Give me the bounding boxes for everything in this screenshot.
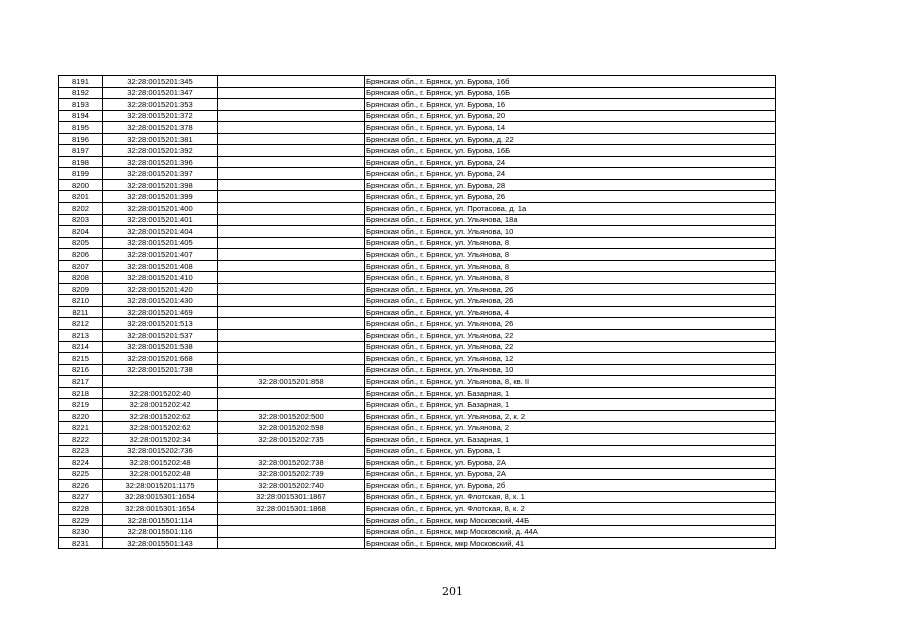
row-number-cell: 8216	[59, 364, 103, 376]
registry-table	[58, 75, 776, 549]
row-number-cell: 8201	[59, 191, 103, 203]
address-cell: Брянская обл., г. Брянск, ул. Ульянова, 22	[365, 330, 776, 342]
cadastral-number-cell: 32:28:0015201:400	[103, 203, 218, 215]
cadastral-number-cell: 32:28:0015201:408	[103, 260, 218, 272]
row-number-cell: 8194	[59, 110, 103, 122]
cadastral-number-cell: 32:28:0015202:48	[103, 457, 218, 469]
row-number-cell: 8206	[59, 249, 103, 261]
cadastral-number-cell: 32:28:0015201:410	[103, 272, 218, 284]
registry-table-body	[59, 76, 776, 549]
linked-cadastral-number-cell: 32:28:0015301:1868	[218, 503, 365, 515]
row-number-cell: 8192	[59, 87, 103, 99]
row-number-cell: 8210	[59, 295, 103, 307]
cadastral-number-cell: 32:28:0015202:42	[103, 399, 218, 411]
table-row	[59, 295, 776, 307]
linked-cadastral-number-cell	[218, 318, 365, 330]
cadastral-number-cell: 32:28:0015202:736	[103, 445, 218, 457]
address-cell: Брянская обл., г. Брянск, ул. Бурова, 16б	[365, 76, 776, 88]
linked-cadastral-number-cell: 32:28:0015202:738	[218, 457, 365, 469]
row-number-cell: 8212	[59, 318, 103, 330]
table-row	[59, 376, 776, 388]
address-cell: Брянская обл., г. Брянск, ул. Бурова, 16	[365, 99, 776, 111]
table-row	[59, 387, 776, 399]
address-cell: Брянская обл., г. Брянск, ул. Ульянова, 26	[365, 283, 776, 295]
address-cell: Брянская обл., г. Брянск, мкр Московский, 44Б	[365, 514, 776, 526]
address-cell: Брянская обл., г. Брянск, ул. Бурова, 26	[365, 191, 776, 203]
table-row	[59, 214, 776, 226]
row-number-cell: 8225	[59, 468, 103, 480]
cadastral-number-cell: 32:28:0015202:62	[103, 422, 218, 434]
linked-cadastral-number-cell	[218, 445, 365, 457]
table-row	[59, 433, 776, 445]
row-number-cell: 8205	[59, 237, 103, 249]
row-number-cell: 8224	[59, 457, 103, 469]
address-cell: Брянская обл., г. Брянск, ул. Ульянова, 8	[365, 237, 776, 249]
cadastral-number-cell: 32:28:0015202:34	[103, 433, 218, 445]
cadastral-number-cell: 32:28:0015201:538	[103, 341, 218, 353]
address-cell: Брянская обл., г. Брянск, ул. Бурова, 28	[365, 179, 776, 191]
linked-cadastral-number-cell	[218, 99, 365, 111]
row-number-cell: 8200	[59, 179, 103, 191]
linked-cadastral-number-cell	[218, 387, 365, 399]
linked-cadastral-number-cell: 32:28:0015202:598	[218, 422, 365, 434]
cadastral-number-cell: 32:28:0015201:420	[103, 283, 218, 295]
cadastral-number-cell: 32:28:0015501:114	[103, 514, 218, 526]
row-number-cell: 8215	[59, 353, 103, 365]
row-number-cell: 8203	[59, 214, 103, 226]
cadastral-number-cell: 32:28:0015201:430	[103, 295, 218, 307]
table-row	[59, 122, 776, 134]
linked-cadastral-number-cell	[218, 330, 365, 342]
cadastral-number-cell: 32:28:0015201:398	[103, 179, 218, 191]
table-row	[59, 318, 776, 330]
row-number-cell: 8207	[59, 260, 103, 272]
table-row	[59, 110, 776, 122]
address-cell: Брянская обл., г. Брянск, ул. Протасова, д. 1а	[365, 203, 776, 215]
linked-cadastral-number-cell: 32:28:0015202:500	[218, 410, 365, 422]
table-row	[59, 145, 776, 157]
row-number-cell: 8198	[59, 156, 103, 168]
linked-cadastral-number-cell	[218, 179, 365, 191]
cadastral-number-cell: 32:28:0015501:143	[103, 537, 218, 549]
address-cell: Брянская обл., г. Брянск, ул. Бурова, д. 22	[365, 133, 776, 145]
address-cell: Брянская обл., г. Брянск, ул. Ульянова, 18а	[365, 214, 776, 226]
address-cell: Брянская обл., г. Брянск, ул. Ульянова, 8	[365, 260, 776, 272]
table-row	[59, 399, 776, 411]
row-number-cell: 8211	[59, 306, 103, 318]
address-cell: Брянская обл., г. Брянск, ул. Базарная, 1	[365, 387, 776, 399]
row-number-cell: 8196	[59, 133, 103, 145]
address-cell: Брянская обл., г. Брянск, мкр Московский, 41	[365, 537, 776, 549]
table-row	[59, 537, 776, 549]
row-number-cell: 8209	[59, 283, 103, 295]
address-cell: Брянская обл., г. Брянск, ул. Ульянова, 12	[365, 353, 776, 365]
cadastral-number-cell: 32:28:0015201:405	[103, 237, 218, 249]
linked-cadastral-number-cell: 32:28:0015202:735	[218, 433, 365, 445]
page-number: 201	[442, 585, 463, 598]
linked-cadastral-number-cell	[218, 514, 365, 526]
cadastral-number-cell: 32:28:0015201:372	[103, 110, 218, 122]
table-row	[59, 468, 776, 480]
row-number-cell: 8197	[59, 145, 103, 157]
table-row	[59, 249, 776, 261]
cadastral-number-cell: 32:28:0015202:62	[103, 410, 218, 422]
linked-cadastral-number-cell	[218, 76, 365, 88]
table-row	[59, 410, 776, 422]
address-cell: Брянская обл., г. Брянск, ул. Бурова, 24	[365, 156, 776, 168]
linked-cadastral-number-cell	[218, 214, 365, 226]
linked-cadastral-number-cell	[218, 156, 365, 168]
row-number-cell: 8228	[59, 503, 103, 515]
cadastral-number-cell: 32:28:0015201:537	[103, 330, 218, 342]
cadastral-number-cell: 32:28:0015201:407	[103, 249, 218, 261]
linked-cadastral-number-cell	[218, 364, 365, 376]
cadastral-number-cell: 32:28:0015201:396	[103, 156, 218, 168]
cadastral-number-cell: 32:28:0015201:668	[103, 353, 218, 365]
address-cell: Брянская обл., г. Брянск, ул. Бурова, 16Б	[365, 145, 776, 157]
row-number-cell: 8217	[59, 376, 103, 388]
cadastral-number-cell: 32:28:0015202:40	[103, 387, 218, 399]
table-row	[59, 76, 776, 88]
row-number-cell: 8230	[59, 526, 103, 538]
address-cell: Брянская обл., г. Брянск, ул. Базарная, 1	[365, 433, 776, 445]
linked-cadastral-number-cell: 32:28:0015202:740	[218, 480, 365, 492]
row-number-cell: 8226	[59, 480, 103, 492]
linked-cadastral-number-cell	[218, 260, 365, 272]
cadastral-number-cell: 32:28:0015201:404	[103, 226, 218, 238]
address-cell: Брянская обл., г. Брянск, ул. Ульянова, 8, кв. II	[365, 376, 776, 388]
row-number-cell: 8223	[59, 445, 103, 457]
address-cell: Брянская обл., г. Брянск, ул. Бурова, 14	[365, 122, 776, 134]
row-number-cell: 8193	[59, 99, 103, 111]
linked-cadastral-number-cell	[218, 295, 365, 307]
linked-cadastral-number-cell	[218, 87, 365, 99]
table-row	[59, 364, 776, 376]
address-cell: Брянская обл., г. Брянск, ул. Ульянова, 8	[365, 272, 776, 284]
cadastral-number-cell: 32:28:0015201:347	[103, 87, 218, 99]
linked-cadastral-number-cell	[218, 168, 365, 180]
row-number-cell: 8213	[59, 330, 103, 342]
address-cell: Брянская обл., г. Брянск, ул. Базарная, 1	[365, 399, 776, 411]
address-cell: Брянская обл., г. Брянск, ул. Бурова, 2б	[365, 480, 776, 492]
table-row	[59, 422, 776, 434]
address-cell: Брянская обл., г. Брянск, ул. Ульянова, 4	[365, 306, 776, 318]
address-cell: Брянская обл., г. Брянск, ул. Бурова, 24	[365, 168, 776, 180]
address-cell: Брянская обл., г. Брянск, ул. Бурова, 2А	[365, 468, 776, 480]
address-cell: Брянская обл., г. Брянск, ул. Ульянова, 10	[365, 226, 776, 238]
linked-cadastral-number-cell: 32:28:0015202:739	[218, 468, 365, 480]
cadastral-number-cell: 32:28:0015201:353	[103, 99, 218, 111]
linked-cadastral-number-cell	[218, 537, 365, 549]
address-cell: Брянская обл., г. Брянск, ул. Ульянова, 8	[365, 249, 776, 261]
table-row	[59, 203, 776, 215]
row-number-cell: 8229	[59, 514, 103, 526]
table-row	[59, 514, 776, 526]
table-row	[59, 87, 776, 99]
row-number-cell: 8218	[59, 387, 103, 399]
linked-cadastral-number-cell	[218, 283, 365, 295]
table-row	[59, 445, 776, 457]
linked-cadastral-number-cell	[218, 203, 365, 215]
address-cell: Брянская обл., г. Брянск, ул. Бурова, 20	[365, 110, 776, 122]
address-cell: Брянская обл., г. Брянск, мкр Московский, д. 44А	[365, 526, 776, 538]
table-row	[59, 272, 776, 284]
cadastral-number-cell: 32:28:0015201:392	[103, 145, 218, 157]
cadastral-number-cell: 32:28:0015201:513	[103, 318, 218, 330]
table-row	[59, 353, 776, 365]
linked-cadastral-number-cell	[218, 145, 365, 157]
linked-cadastral-number-cell	[218, 306, 365, 318]
cadastral-number-cell: 32:28:0015202:48	[103, 468, 218, 480]
linked-cadastral-number-cell	[218, 272, 365, 284]
cadastral-number-cell	[103, 376, 218, 388]
cadastral-number-cell: 32:28:0015301:1654	[103, 503, 218, 515]
address-cell: Брянская обл., г. Брянск, ул. Бурова, 1	[365, 445, 776, 457]
row-number-cell: 8219	[59, 399, 103, 411]
cadastral-number-cell: 32:28:0015501:116	[103, 526, 218, 538]
cadastral-number-cell: 32:28:0015201:378	[103, 122, 218, 134]
address-cell: Брянская обл., г. Брянск, ул. Ульянова, 10	[365, 364, 776, 376]
table-row	[59, 503, 776, 515]
table-row	[59, 237, 776, 249]
linked-cadastral-number-cell	[218, 353, 365, 365]
linked-cadastral-number-cell	[218, 399, 365, 411]
linked-cadastral-number-cell	[218, 341, 365, 353]
table-row	[59, 526, 776, 538]
row-number-cell: 8221	[59, 422, 103, 434]
table-row	[59, 457, 776, 469]
table-row	[59, 168, 776, 180]
table-row	[59, 179, 776, 191]
cadastral-number-cell: 32:28:0015201:1175	[103, 480, 218, 492]
row-number-cell: 8231	[59, 537, 103, 549]
table-row	[59, 480, 776, 492]
row-number-cell: 8202	[59, 203, 103, 215]
address-cell: Брянская обл., г. Брянск, ул. Бурова, 2А	[365, 457, 776, 469]
table-row	[59, 330, 776, 342]
linked-cadastral-number-cell	[218, 249, 365, 261]
address-cell: Брянская обл., г. Брянск, ул. Ульянова, 26	[365, 295, 776, 307]
cadastral-number-cell: 32:28:0015201:399	[103, 191, 218, 203]
table-row	[59, 491, 776, 503]
row-number-cell: 8214	[59, 341, 103, 353]
address-cell: Брянская обл., г. Брянск, ул. Ульянова, 22	[365, 341, 776, 353]
address-cell: Брянская обл., г. Брянск, ул. Ульянова, 26	[365, 318, 776, 330]
table-row	[59, 283, 776, 295]
linked-cadastral-number-cell	[218, 110, 365, 122]
row-number-cell: 8199	[59, 168, 103, 180]
linked-cadastral-number-cell	[218, 133, 365, 145]
linked-cadastral-number-cell	[218, 122, 365, 134]
cadastral-number-cell: 32:28:0015201:469	[103, 306, 218, 318]
row-number-cell: 8227	[59, 491, 103, 503]
cadastral-number-cell: 32:28:0015301:1654	[103, 491, 218, 503]
address-cell: Брянская обл., г. Брянск, ул. Ульянова, 2, к. 2	[365, 410, 776, 422]
table-row	[59, 306, 776, 318]
address-cell: Брянская обл., г. Брянск, ул. Флотская, 8, к. 2	[365, 503, 776, 515]
table-row	[59, 341, 776, 353]
cadastral-number-cell: 32:28:0015201:401	[103, 214, 218, 226]
table-row	[59, 133, 776, 145]
linked-cadastral-number-cell: 32:28:0015301:1867	[218, 491, 365, 503]
row-number-cell: 8195	[59, 122, 103, 134]
address-cell: Брянская обл., г. Брянск, ул. Бурова, 16Б	[365, 87, 776, 99]
row-number-cell: 8208	[59, 272, 103, 284]
cadastral-number-cell: 32:28:0015201:738	[103, 364, 218, 376]
linked-cadastral-number-cell	[218, 237, 365, 249]
table-row	[59, 260, 776, 272]
linked-cadastral-number-cell: 32:28:0015201:858	[218, 376, 365, 388]
cadastral-number-cell: 32:28:0015201:345	[103, 76, 218, 88]
cadastral-number-cell: 32:28:0015201:397	[103, 168, 218, 180]
row-number-cell: 8222	[59, 433, 103, 445]
table-row	[59, 191, 776, 203]
table-row	[59, 156, 776, 168]
row-number-cell: 8204	[59, 226, 103, 238]
address-cell: Брянская обл., г. Брянск, ул. Флотская, 8, к. 1	[365, 491, 776, 503]
linked-cadastral-number-cell	[218, 226, 365, 238]
cadastral-number-cell: 32:28:0015201:381	[103, 133, 218, 145]
table-row	[59, 99, 776, 111]
linked-cadastral-number-cell	[218, 191, 365, 203]
table-row	[59, 226, 776, 238]
row-number-cell: 8191	[59, 76, 103, 88]
linked-cadastral-number-cell	[218, 526, 365, 538]
row-number-cell: 8220	[59, 410, 103, 422]
address-cell: Брянская обл., г. Брянск, ул. Ульянова, 2	[365, 422, 776, 434]
